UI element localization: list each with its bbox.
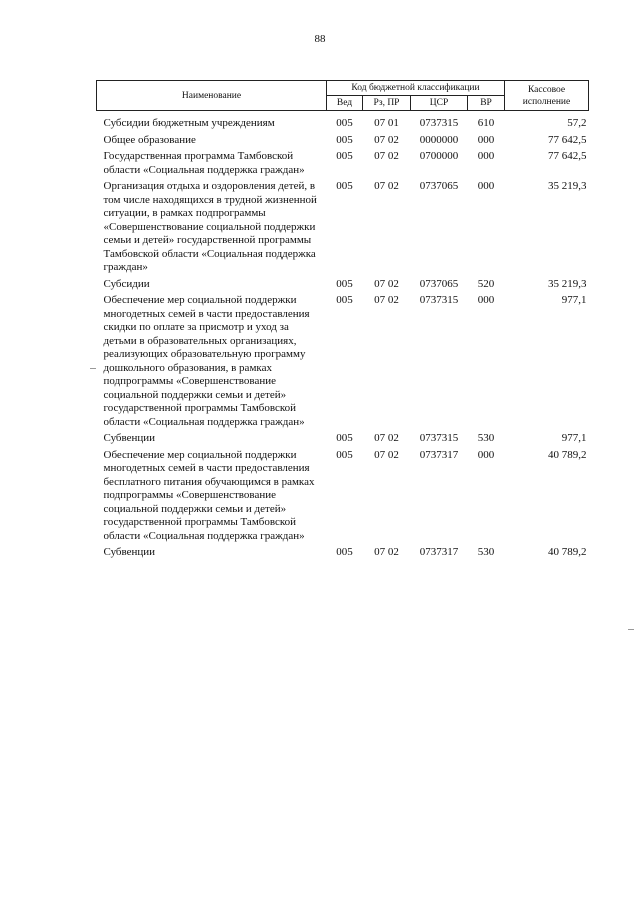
header-csr: ЦСР — [411, 96, 468, 111]
table-row — [97, 448, 589, 546]
row-name: Обеспечение мер социальной поддержки многодетных семей в части предоставления скидки по оплате за присмотр и уход за детьми в образовательных организациях, реализующих образовательную программу дошкольного образования, в рамках подпрограммы «Совершенствование социальной поддержки семьи и детей» государственной программы Тамбовской области «Социальная поддержка граждан» — [103, 294, 310, 428]
row-vr: 000 — [477, 180, 495, 192]
header-name: Наименование — [97, 81, 327, 111]
row-ved: 005 — [336, 180, 353, 192]
row-rz-pr: 07 01 — [374, 117, 399, 129]
row-ved: 005 — [336, 448, 353, 461]
row-vr: 000 — [477, 448, 495, 461]
row-csr: 0737315 — [419, 432, 459, 444]
header-amount: Кассовое исполнение — [505, 81, 589, 111]
table-row — [97, 431, 589, 448]
row-ved: 005 — [336, 432, 353, 444]
row-rz-pr: 07 02 — [374, 546, 399, 558]
row-name: Организация отдыха и оздоровления детей, в том числе находящихся в трудной жизненной ситуации, в рамках подпрограммы «Совершенствование социальной поддержки семьи и детей» государственной программы Тамбовской области «Социальная поддержка граждан» — [103, 180, 317, 273]
row-name: Государственная программа Тамбовской области «Социальная поддержка граждан» — [103, 150, 305, 176]
row-vr: 530 — [477, 546, 495, 558]
page-number: 88 — [314, 33, 326, 45]
row-name: Общее образование — [103, 133, 196, 146]
table-row — [97, 545, 589, 562]
row-name: Обеспечение мер социальной поддержки многодетных семей в части предоставления бесплатного питания обучающимся в рамках подпрограммы «Совершенствование социальной поддержки семьи и детей» государственной программы Тамбовской области «Социальная поддержка граждан» — [103, 448, 315, 542]
row-amount: 977,1 — [561, 432, 587, 444]
row-csr: 0737317 — [419, 546, 459, 558]
row-csr: 0000000 — [419, 133, 459, 146]
table-header — [97, 81, 589, 111]
row-ved: 005 — [336, 277, 353, 290]
row-amount: 57,2 — [567, 117, 587, 129]
table-row — [97, 111, 589, 133]
table-row — [97, 149, 589, 179]
row-rz-pr: 07 02 — [374, 133, 399, 146]
row-vr: 000 — [477, 133, 495, 146]
table-row — [97, 277, 589, 294]
row-vr: 610 — [477, 117, 495, 129]
table-body — [97, 111, 589, 562]
row-name: Субсидии — [103, 277, 150, 290]
row-amount: 40 789,2 — [548, 546, 587, 558]
row-amount: 77 642,5 — [548, 133, 587, 146]
row-vr: 520 — [477, 277, 495, 290]
row-vr: 000 — [477, 294, 495, 306]
row-csr: 0737065 — [419, 180, 459, 192]
row-rz-pr: 07 02 — [374, 432, 399, 444]
row-rz-pr: 07 02 — [374, 448, 399, 461]
row-amount: 35 219,3 — [548, 277, 587, 290]
row-name: Субвенции — [103, 546, 156, 558]
row-vr: 530 — [477, 432, 495, 444]
row-csr: 0737315 — [419, 117, 459, 129]
row-amount: 77 642,5 — [548, 150, 587, 162]
table-row — [97, 179, 589, 277]
row-name: Субвенции — [103, 432, 156, 444]
row-csr: 0737317 — [419, 448, 459, 461]
row-rz-pr: 07 02 — [374, 277, 399, 290]
header-rz-pr: Рз, ПР — [363, 96, 411, 111]
row-rz-pr: 07 02 — [374, 294, 399, 306]
header-vr: ВР — [468, 96, 505, 111]
header-code-group: Код бюджетной классификации — [327, 81, 505, 96]
row-name: Субсидии бюджетным учреждениям — [103, 117, 275, 129]
row-amount: 35 219,3 — [548, 180, 587, 192]
row-ved: 005 — [336, 117, 353, 129]
header-ved: Вед — [327, 96, 363, 111]
row-ved: 005 — [336, 150, 353, 162]
row-rz-pr: 07 02 — [374, 180, 399, 192]
table-row — [97, 293, 589, 431]
row-csr: 0737315 — [419, 294, 459, 306]
row-ved: 005 — [336, 546, 353, 558]
row-vr: 000 — [477, 150, 495, 162]
table-row — [97, 133, 589, 150]
row-csr: 0737065 — [419, 277, 459, 290]
scan-mark — [628, 629, 634, 630]
row-ved: 005 — [336, 294, 353, 306]
row-amount: 977,1 — [561, 294, 587, 306]
row-rz-pr: 07 02 — [374, 150, 399, 162]
budget-table — [96, 80, 589, 562]
row-ved: 005 — [336, 133, 353, 146]
row-csr: 0700000 — [419, 150, 459, 162]
row-amount: 40 789,2 — [548, 448, 587, 461]
